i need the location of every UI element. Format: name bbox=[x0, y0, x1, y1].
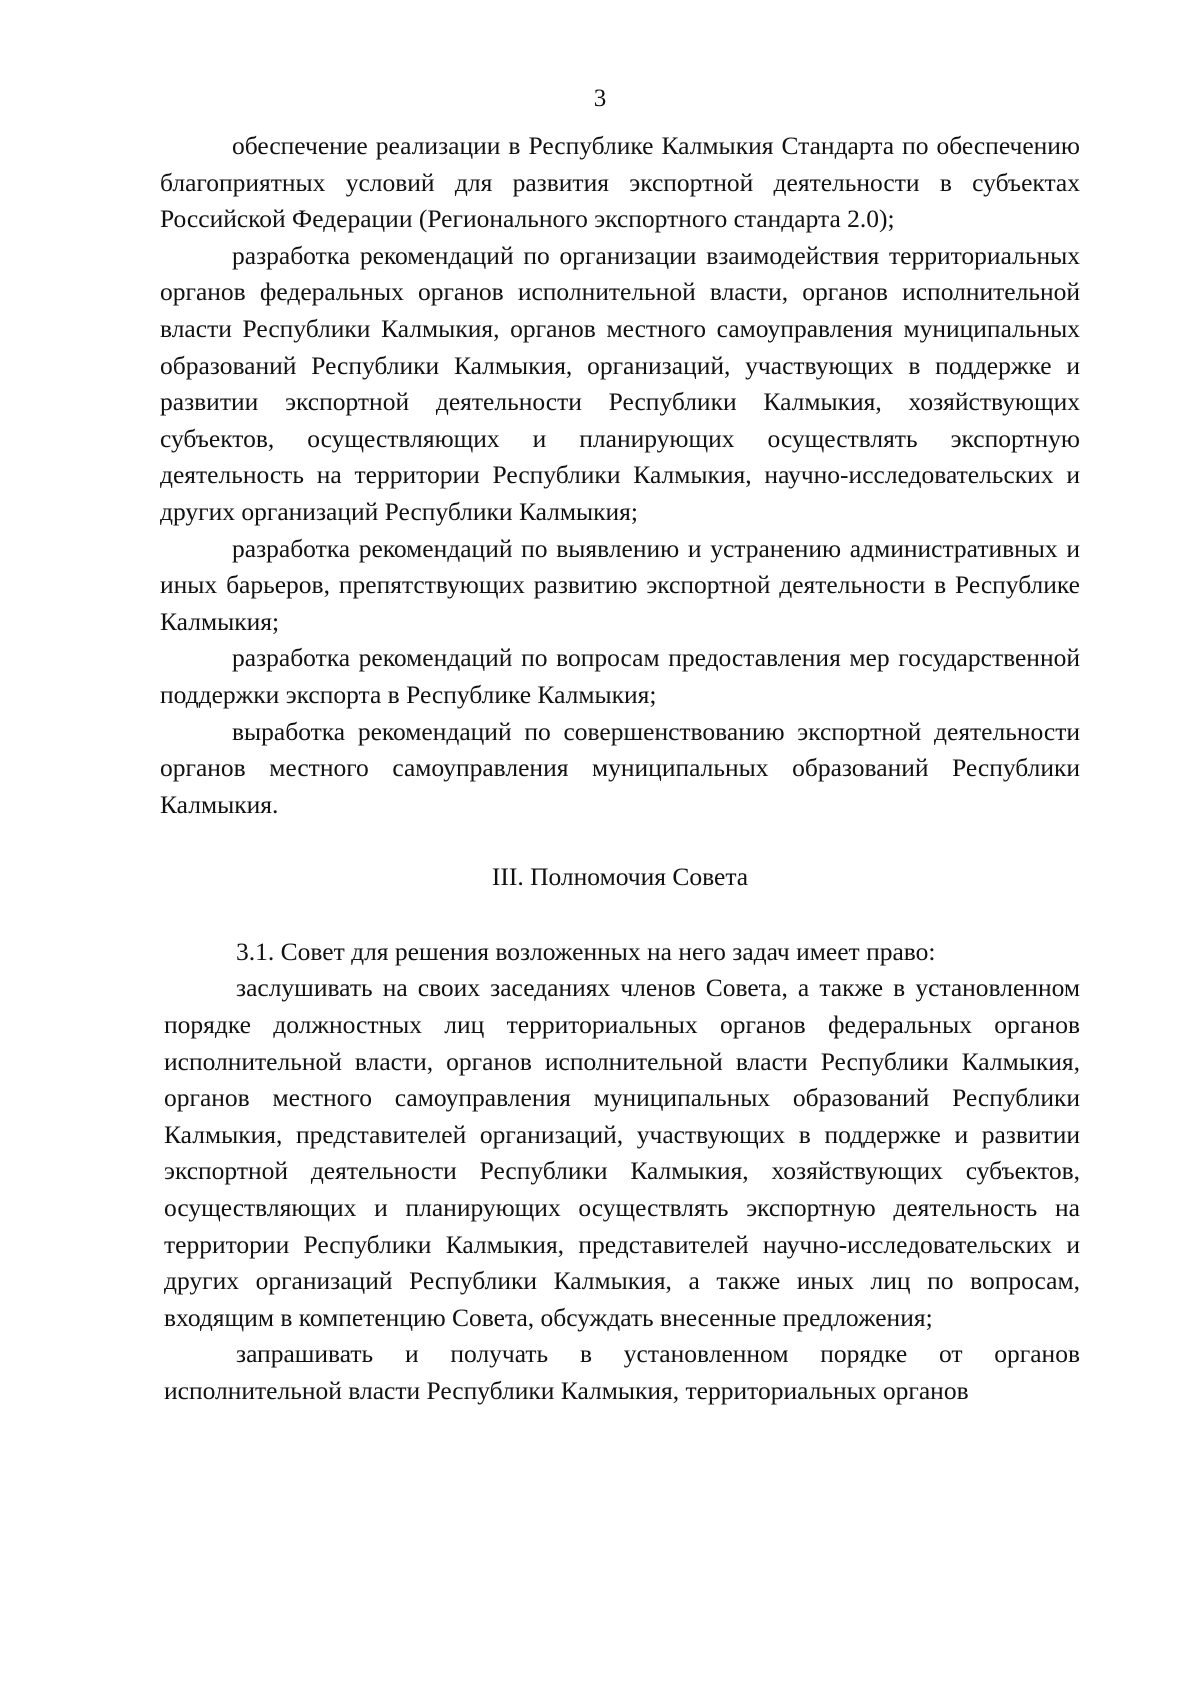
section-heading: III. Полномочия Совета bbox=[491, 862, 749, 892]
paragraph-support-recommendations: разработка рекомендаций по вопросам предоставления мер государственной поддержки экспорта в Республике Калмыкия; bbox=[160, 643, 1080, 709]
paragraph-request-information: запрашивать и получать в установленном порядке от органов исполнительной власти Республики Калмыкия, территориальных органов bbox=[164, 1339, 1080, 1405]
paragraph-export-standard: обеспечение реализации в Республике Калмыкия Стандарта по обеспечению благоприятных условий для развития экспортной деятельности в субъектах Российской Федерации (Регионального экспортного стандарта 2.0); bbox=[160, 131, 1080, 234]
section-content bbox=[160, 934, 1080, 1410]
paragraph-council-rights: 3.1. Совет для решения возложенных на него задач имеет право: bbox=[236, 936, 936, 966]
paragraph-interaction-recommendations: разработка рекомендаций по организации взаимодействия территориальных органов федеральных органов исполнительной власти, органов исполнительной власти Республики Калмыкия, органов местного самоуправления муниципальных образований Республики Калмыкия, организаций, участвующих в поддержке и развитии экспортной деятельности Республики Калмыкия, хозяйствующих субъектов, осуществляющих и планирующих осуществлять экспортную деятельность на территории Республики Калмыкия, научно-исследовательских и других организаций Республики Калмыкия; bbox=[160, 240, 1080, 526]
paragraph-hear-members: заслушивать на своих заседаниях членов Совета, а также в установленном порядке должностных лиц территориальных органов федеральных органов исполнительной власти, органов исполнительной власти Республики Калмыкия, органов местного самоуправления муниципальных образований Республики Калмыкия, представителей организаций, участвующих в поддержке и развитии экспортной деятельности Республики Калмыкия, хозяйствующих субъектов, осуществляющих и планирующих осуществлять экспортную деятельность на территории Республики Калмыкия, представителей научно-исследовательских и других организаций Республики Калмыкия, а также иных лиц по вопросам, входящим в компетенцию Совета, обсуждать внесенные предложения; bbox=[164, 973, 1080, 1332]
paragraph-barriers-recommendations: разработка рекомендаций по выявлению и устранению административных и иных барьеров, препятствующих развитию экспортной деятельности в Республике Калмыкия; bbox=[160, 533, 1080, 636]
page-number: 3 bbox=[593, 85, 607, 112]
paragraph-local-government-recommendations: выработка рекомендаций по совершенствованию экспортной деятельности органов местного самоуправления муниципальных образований Республики Калмыкия. bbox=[160, 716, 1080, 819]
document-body bbox=[160, 128, 1080, 1410]
